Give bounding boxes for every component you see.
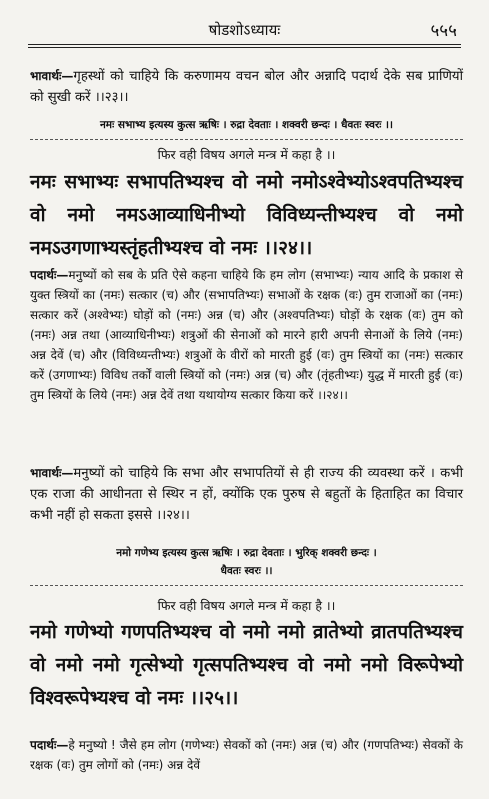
chapter-title: षोडशोऽध्यायः bbox=[208, 21, 281, 39]
divider bbox=[30, 585, 463, 586]
bhavartha-text: गृहस्थों को चाहिये कि करुणामय वचन बोल और अन्नादि पदार्थ देके सब प्राणियों को सुखी करें ।।२३।। bbox=[30, 69, 463, 105]
padartha-label: पदार्थः— bbox=[30, 738, 69, 752]
meta-section-24 bbox=[30, 116, 463, 140]
padartha-text: हे मनुष्यो ! जैसे हम लोग (गणेभ्यः) सेवकों को (नमः) अन्न (च) और (गणपतिभ्यः) सेवकों के रक्षक (वः) तुम लोगों को (नमः) अन्न देवें bbox=[30, 738, 463, 772]
intro-line: फिर वही विषय अगले मन्त्र में कहा है ।। bbox=[157, 147, 336, 162]
mantra-25 bbox=[30, 616, 463, 715]
page-header bbox=[28, 14, 461, 48]
mantra-24 bbox=[30, 166, 463, 265]
padartha-text: मनुष्यों को सब के प्रति ऐसे कहना चाहिये कि हम लोग (सभाभ्यः) न्याय आदि के प्रकाश से युक्त स्त्रियों का (नमः) सत्कार (च) और (सभापतिभ्यः) सभाओं के रक्षक (वः) तुम राजाओं का (नमः) सत्कार करें (अश्वेभ्यः) घोड़ों को (नमः) अन्न (च) और (अश्वपतिभ्यः) घोड़ों के रक्षक (वः) तुम को (नमः) अन्न तथा (आव्याधिनीभ्यः) शत्रुओं की सेनाओं को मारने हारी अपनी सेनाओं के लिये (नमः) अन्न देवें (च) और (विविध्यन्तीभ्यः) शत्रुओं के वीरों को मारती हुई (वः) तुम स्त्रियों का (नमः) सत्कार करें (उगणाभ्यः) विविध तर्कों वाली स्त्रियों को (नमः) अन्न (च) और (तृंहतीभ्यः) युद्ध में मारती हुई (वः) तुम स्त्रियों के लिये (नमः) अन्न देवें तथा यथायोग्य सत्कार किया करें ।।२४।। bbox=[30, 268, 463, 402]
bhavartha-24 bbox=[30, 463, 463, 526]
page-number: ५५५ bbox=[430, 21, 457, 41]
padartha-25 bbox=[30, 735, 463, 775]
mantra-text: नमः सभाभ्यः सभापतिभ्यश्च वो नमो नमोऽश्वेभ्योऽश्वपतिभ्यश्च वो नमो नमऽआव्याधिनीभ्यो विविध्यन्तीभ्यश्च वो नमो नमऽउगणाभ्यस्तृंहतीभ्यश्च वो नमः ।।२४।। bbox=[30, 171, 463, 259]
intro-25 bbox=[30, 596, 463, 616]
padartha-label: पदार्थः— bbox=[30, 268, 69, 282]
padartha-24 bbox=[30, 265, 463, 405]
intro-24 bbox=[30, 145, 463, 165]
bhavartha-label: भावार्थः— bbox=[30, 466, 74, 480]
bhavartha-label: भावार्थः— bbox=[30, 69, 74, 83]
divider bbox=[30, 139, 463, 140]
meta-section-25 bbox=[30, 544, 463, 586]
rishi-devata-line: नमो गणेभ्य इत्यस्य कुत्स ऋषिः । रुद्रा देवताः । भुरिक् शक्वरी छन्दः । bbox=[116, 547, 377, 559]
bhavartha-23 bbox=[30, 66, 463, 108]
mantra-text: नमो गणेभ्यो गणपतिभ्यश्च वो नमो नमो व्रातेभ्यो व्रातपतिभ्यश्च वो नमो नमो गृत्सेभ्यो गृत्सपतिभ्यश्च वो नमो नमो विरूपेभ्यो विश्वरूपेभ्यश्च वो नमः ।।२५।। bbox=[30, 621, 463, 709]
bhavartha-text: मनुष्यों को चाहिये कि सभा और सभापतियों से ही राज्य की व्यवस्था करें । कभी एक राजा की आधीनता से स्थिर न हों, क्योंकि एक पुरुष से बहुतों के हिताहित का विचार कभी नहीं हो सकता इससे ।।२४।। bbox=[30, 466, 463, 523]
intro-line: फिर वही विषय अगले मन्त्र में कहा है ।। bbox=[157, 598, 336, 613]
svara-line: धैवतः स्वरः ।। bbox=[220, 565, 273, 577]
rishi-devata-line: नमः सभाभ्य इत्यस्य कुत्स ऋषिः । रुद्रा देवताः । शक्वरी छन्दः । धैवतः स्वरः ।। bbox=[99, 119, 394, 131]
